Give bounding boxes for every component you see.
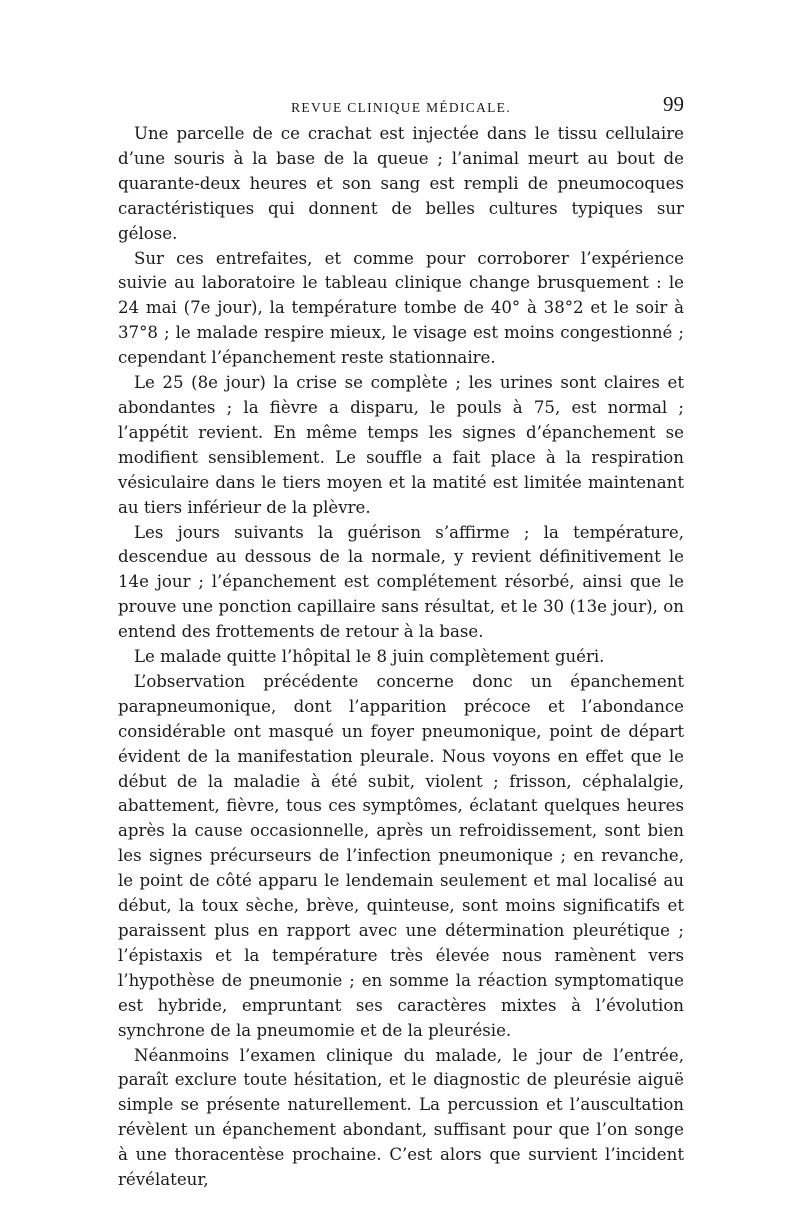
book-page [118, 92, 684, 1193]
paragraph-1: Une parcelle de ce crachat est injectée dans le tissu cellulaire d’une souris à la base de la queue ; l’animal meurt au bout de quarante-deux heures et son sang est rempli de pneumocoques caractéristiques qui donnent de belles cultures typiques sur gélose. [118, 124, 684, 243]
paragraph-3: Le 25 (8e jour) la crise se complète ; les urines sont claires et abondantes ; la fièvre a disparu, le pouls à 75, est normal ; l’appétit revient. En même temps les signes d’épanchement se modifient sensiblement. Le souffle a fait place à la respiration vésiculaire dans le tiers moyen et la matité est limitée maintenant au tiers inférieur de la plèvre. [118, 373, 684, 517]
page-header [118, 92, 684, 118]
paragraph-2: Sur ces entrefaites, et comme pour corroborer l’expérience suivie au laboratoire le tableau clinique change brusquement : le 24 mai (7e jour), la température tombe de 40° à 38°2 et le soir à 37°8 ; le malade respire mieux, le visage est moins congestionné ; cependant l’épanchement reste stationnaire. [118, 248, 684, 368]
paragraph-6: L’observation précédente concerne donc un épanchement parapneumonique, dont l’apparition précoce et l’abondance considérable ont masqué un foyer pneumonique, point de départ évident de la manifestation pleurale. Nous voyons en effet que le début de la maladie à été subit, violent ; frisson, céphalalgie, abattement, fièvre, tous ces symptômes, éclatant quelques heures après la cause occasionnelle, après un refroidissement, sont bien les signes précurseurs de l’infection pneumonique ; en revanche, le point de côté apparu le lendemain seulement et mal localisé au début, la toux sèche, brève, quinteuse, sont moins significatifs et paraissent plus en rapport avec une détermination pleurétique ; l’épistaxis et la température très élevée nous ramènent vers l’hypothèse de pneumonie ; en somme la réaction symptomatique est hybride, empruntant ses caractères mixtes à l’évolution synchrone de la pneumomie et de la pleurésie. [118, 671, 684, 1040]
paragraph-5: Le malade quitte l’hôpital le 8 juin complètement guéri. [134, 647, 605, 667]
paragraph-4: Les jours suivants la guérison s’affirme ; la température, descendue au dessous de la normale, y revient définitivement le 14e jour ; l’épanchement est complétement résorbé, ainsi que le prouve une ponction capillaire sans résultat, et le 30 (13e jour), on entend des frottements de retour à la base. [118, 522, 684, 642]
running-title: REVUE CLINIQUE MÉDICALE. [291, 100, 511, 115]
paragraph-7: Néanmoins l’examen clinique du malade, le jour de l’entrée, paraît exclure toute hésitation, et le diagnostic de pleurésie aiguë simple se présente naturellement. La percussion et l’auscultation révèlent un épanchement abondant, suffisant pour que l’on songe à une thoracentèse prochaine. C’est alors que survient l’incident révélateur, [118, 1045, 684, 1190]
body-text [118, 122, 684, 1193]
page-number: 99 [663, 92, 684, 116]
